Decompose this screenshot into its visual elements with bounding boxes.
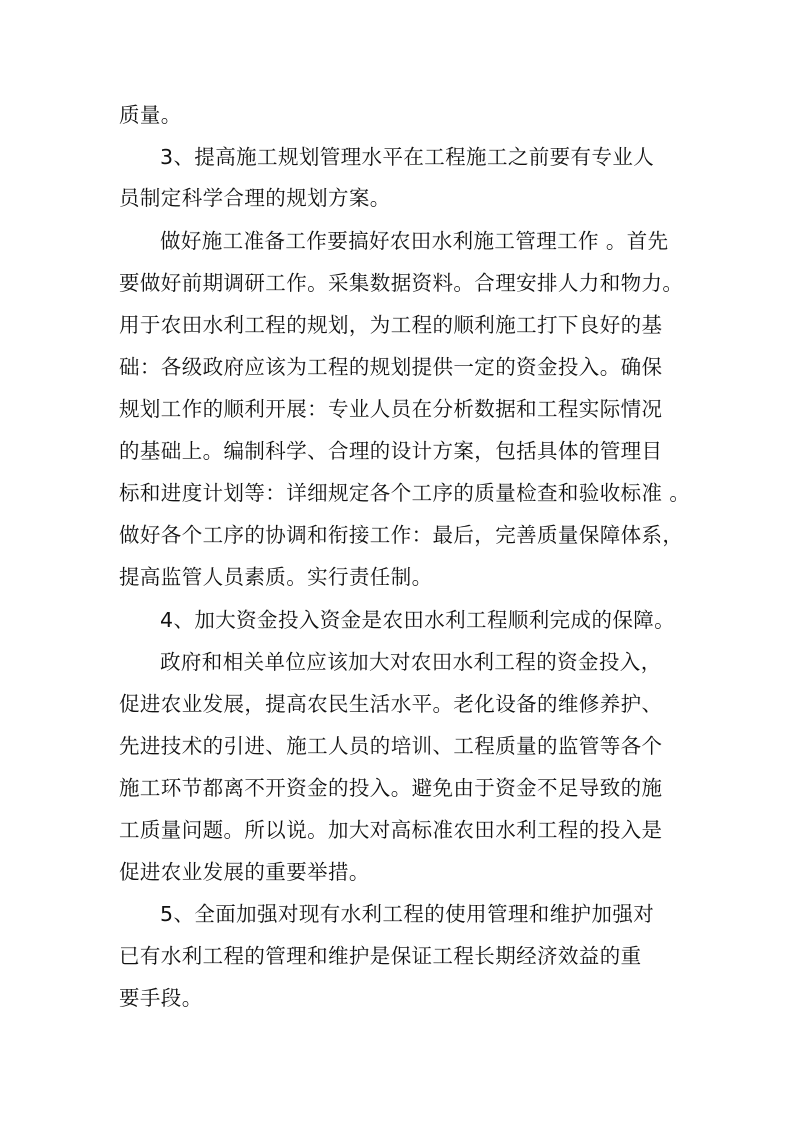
text-line: 政府和相关单位应该加大对农田水利工程的资金投入， <box>160 650 662 674</box>
text-line: 提高监管人员素质。实行责任制。 <box>119 565 433 589</box>
text-line: 施工环节都离不开资金的投入。避免由于资金不足导致的施 <box>119 776 663 800</box>
text-line: 做好各个工序的协调和衔接工作：最后，完善质量保障体系， <box>119 523 684 547</box>
text-line: 员制定科学合理的规划方案。 <box>119 186 391 210</box>
text-line: 标和进度计划等：详细规定各个工序的质量检查和验收标准 。 <box>119 481 691 505</box>
text-line: 3、提高施工规划管理水平在工程施工之前要有专业人 <box>160 145 655 169</box>
text-line: 础：各级政府应该为工程的规划提供一定的资金投入。确保 <box>119 355 663 379</box>
text-line: 促进农业发展的重要举措。 <box>119 860 370 884</box>
text-line: 促进农业发展，提高农民生活水平。老化设备的维修养护、 <box>119 692 663 716</box>
text-line: 要手段。 <box>119 986 203 1010</box>
text-line: 5、全面加强对现有水利工程的使用管理和维护加强对 <box>160 902 655 926</box>
text-line: 要做好前期调研工作。采集数据资料。合理安排人力和物力。 <box>119 271 684 295</box>
text-line: 4、加大资金投入资金是农田水利工程顺利完成的保障。 <box>160 608 676 632</box>
text-line: 已有水利工程的管理和维护是保证工程长期经济效益的重 <box>119 944 642 968</box>
text-line: 的基础上。编制科学、合理的设计方案，包括具体的管理目 <box>119 439 663 463</box>
text-line: 规划工作的顺利开展：专业人员在分析数据和工程实际情况 <box>119 397 663 421</box>
text-line: 工质量问题。所以说。加大对高标准农田水利工程的投入是 <box>119 818 663 842</box>
text-line: 做好施工准备工作要搞好农田水利施工管理工作 。首先 <box>160 229 669 253</box>
text-line: 先进技术的引进、施工人员的培训、工程质量的监管等各个 <box>119 734 663 758</box>
text-line: 用于农田水利工程的规划，为工程的顺利施工打下良好的基 <box>119 313 663 337</box>
text-line: 质量。 <box>119 103 182 127</box>
